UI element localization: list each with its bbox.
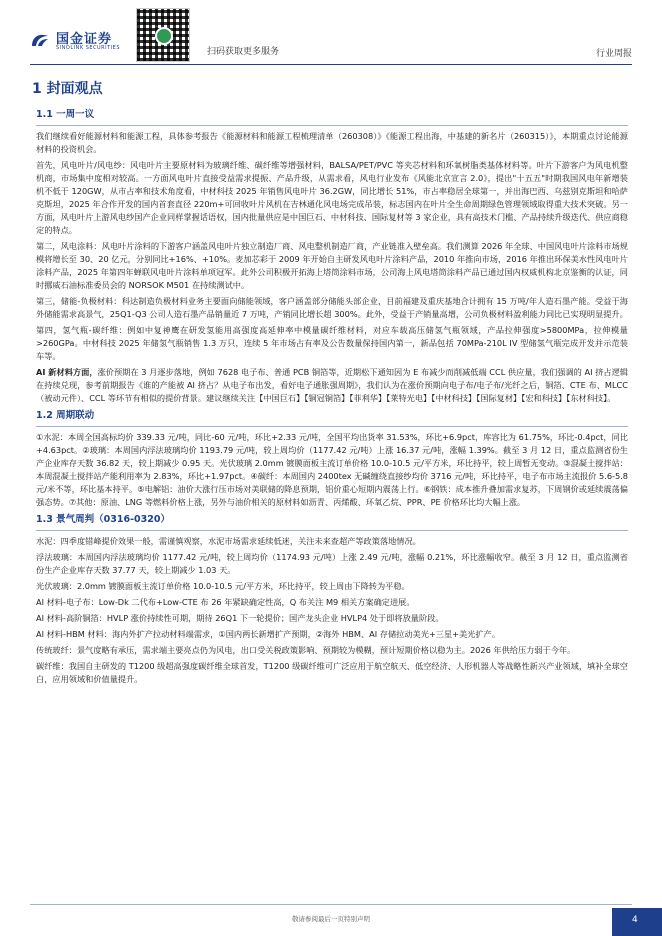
- page-header: [0, 0, 662, 66]
- paragraph: 第二，风电涂料：风电叶片涂料的下游客户涵盖风电叶片独立制造厂商、风电整机制造厂商，产业链准入壁垒高。我们测算 2026 年全球、中国风电叶片涂料市场规模将增长至 30、20 亿元，分别同比+16%、+10%。麦加芯彩于 2009 年开始自主研发风电叶片涂料产品，2010 年推向市场，2016 年推出环保美水性风电叶片涂料产品，2025 年第四年蝉联风电叶片涂料单项冠军。此外公司积极开拓海上塔筒涂料市场，公司海上风电塔筒涂料产品已通过国内权威机构北京鉴衡的认证，同时挪威石油标准委员会的 NORSOK M501 在持续测试中。: [36, 241, 628, 290]
- footer-disclaimer[interactable]: 敬请参阅最后一页特别声明: [292, 915, 370, 923]
- sinolink-logo-icon: [30, 32, 50, 48]
- footer-divider: [30, 904, 632, 905]
- paragraph: AI 材料-高阶铜箔：HVLP 涨价持续性可期，期待 26Q1 下一轮提价；国产龙头企业 HVLP4 处于即将放量阶段。: [36, 613, 444, 623]
- page-number: 4: [632, 915, 638, 925]
- paragraph: 我们继续看好能源材料和能源工程，具体参考报告《能源材料和能源工程梳理清单（260308）》《能源工程出海，中基建的新名片（260315）》，本期重点讨论能源材料的投资机会。: [36, 131, 628, 154]
- subsection-title-weekly-topic: 1.1 一周一议: [36, 109, 95, 120]
- paragraph-lead: AI 新材料方面，: [36, 367, 98, 377]
- paragraph: 传统玻纤：景气度略有承压，需求端主要亮点仍为风电，出口受关税政策影响、预期较为模糊，预计短期价格以稳为主。2026 年供给压力弱于今年。: [36, 645, 576, 655]
- brand-name-cn: 国金证券: [56, 32, 113, 47]
- paragraph: 第四，氢气瓶-碳纤维：例如中复神鹰在研发氢能用高强度高延伸率中模量碳纤维材料，对应车载高压储氢气瓶领域，产品拉伸强度>5800MPa，拉伸模量>260GPa。中材科技 2025 年储氢气瓶销售 1.3 万只，连续 5 年市场占有率及公告数量保持国内第一，新品包括 70MPa-210L IV 型储氢气瓶完成开发并示范装车等。: [36, 325, 628, 361]
- scan-prompt: 扫码获取更多服务: [207, 47, 280, 57]
- paragraph: 光伏玻璃：2.0mm 镀膜面板主流订单价格 10.0-10.5 元/平方米，环比持平，较上周由下降转为平稳。: [36, 581, 410, 591]
- paragraph: AI 材料-HBM 材料：海内外扩产拉动材料端需求，①国内两长新增扩产预期，②海外 HBM、AI 存储拉动美光+三星+美光扩产。: [36, 629, 500, 639]
- header-divider: [30, 64, 632, 65]
- section-title: 1 封面观点: [32, 81, 103, 97]
- subsection-divider: [36, 530, 628, 531]
- paragraph: 第三，储能-负极材料：科达制造负极材料业务主要面向储能领域，客户涵盖部分储能头部企业，目前福建及重庆基地合计拥有 15 万吨/年人造石墨产能。受益于海外储能需求高景气，25Q1-Q3 公司人造石墨产品销量近 7 万吨，产销同比增长超 300%。此外，受益于产销量高增，公司负极材料盈利能力同比已实现明显提升。: [36, 296, 628, 319]
- paragraph: 浮法玻璃：本周国内浮法玻璃均价 1177.42 元/吨，较上周均价（1174.93 元/吨）上涨 2.49 元/吨，涨幅 0.21%，环比涨幅收窄。截至 3 月 12 日，重点监测省份生产企业库存天数 37.77 天，较上期减少 1.03 天。: [36, 552, 628, 575]
- paragraph: 首先，风电叶片/风电纱：风电叶片主要原材料为玻璃纤维、碳纤维等增强材料，BALSA/PET/PVC 等夹芯材料和环氧树脂类基体材料等。叶片下游客户为风电机整机商，市场集中度相对较高。一方面风电叶片直接受益需求提振、产品升级，从需求看，风电行业发布《风能北京宣言 2.0》，提出"十五五"时期我国风电年新增装机不低于 120GW，从市占率和技术角度看，中材科技 2025 年销售风电叶片 36.2GW，同比增长 51%，市占率稳居全球第一，并出海巴西、乌兹别克斯坦和哈萨克斯坦，2025 年合作开发的国内首套直径 220m+可回收叶片风机在吉林通化风电场完成吊装，标志国内在叶片全生命周期绿色管理领域取得重大技术突破。另一方面，风电叶片上游风电纱国产企业同样掌握话语权，国内批量供应是中国巨石、中材科技、国际复材等 3 家企业，具有高技术门槛、产品持续升级迭代、供应商稳定的特点。: [36, 160, 628, 235]
- subsection-divider: [36, 426, 628, 427]
- paragraph: 碳纤维：我国自主研发的 T1200 级超高强度碳纤维全球首发，T1200 级碳纤维可广泛应用于航空航天、低空经济、人形机器人等战略性新兴产业领域，填补全球空白，应用领域和价值量提升。: [36, 661, 628, 684]
- subsection-title-sentiment: 1.3 景气周判（0316-0320）: [36, 514, 170, 525]
- brand-name-en: SINOLINK SECURITIES: [56, 45, 120, 51]
- subsection-title-cycle-linkage: 1.2 周期联动: [36, 410, 95, 421]
- paragraph: ①水泥：本周全国高标均价 339.33 元/吨，同比-60 元/吨，环比+2.33 元/吨，全国平均出货率 31.53%，环比+6.9pct，库容比为 61.75%，环比-0.4pct，同比+4.63pct。②玻璃：本周国内浮法玻璃均价 1193.79 元/吨，较上周均价（1177.42 元/吨）上涨 16.37 元/吨，涨幅 1.39%。截至 3 月 12 日，重点监测省份生产企业库存天数 36.82 天，较上期减少 0.95 天。光伏玻璃 2.0mm 镀膜面板主流订单价格 10.0-10.5 元/平方米，环比持平，较上周暂无变动。③混凝土搅拌站：本周混凝土搅拌站产能利用率为 2.83%，环比+1.97pct。④碳纤：本周国内 2400tex 无碱缠绕直接纱均价 3716 元/吨，环比持平，电子布市场主流报价 5.6-5.8 元/米不等，环比基本持平。⑤电解铝：油价大涨行压市场对美联储的降息预期，铝价重心短期内震荡上行。⑥钢铁：成本推升叠加需求复苏，下周钢价或延续震荡偏强态势。⑦其他：原油、LNG 等燃料价格上涨，另外与油价相关的原材料如沥青、丙烯酸、环氧乙烷、PPR、PE 价格环比均大幅上涨。: [36, 432, 628, 507]
- paragraph: AI 材料-电子布：Low-Dk 二代布+Low-CTE 布 26 年紧缺确定性高，Q 布关注 M9 相关方案确定进展。: [36, 597, 415, 607]
- paragraph: 水泥：四季度错峰提价效果一般，需谨慎观察，水泥市场需求延续低迷，关注未来查超产等政策落地情况。: [36, 536, 421, 546]
- report-type-label: 行业周报: [595, 49, 632, 59]
- paragraph-body: 涨价预期在 3 月逐步落地，例如 7628 电子布、普通 PCB 铜箔等，近期松下通知因为 E 布减少而削减低端 CCL 供应量，我们强调的 AI 挤占逻辑在持续兑现，参考前期报告《谁的产能被 AI 挤占？从电子布出发，看好电子通胀强周期》，我们认为在涨价预期向电子布/电子布/光纤之后，铜箔、CTE 布、MLCC（被动元件）、CCL 等环节有相似的提价背景。建议继续关注【中国巨石】【铜冠铜箔】【菲利华】【莱特光电】【中材科技】【国际复材】【宏和科技】【东材科技】。: [36, 367, 629, 403]
- paragraph: [36, 366, 628, 405]
- main-content: [32, 78, 629, 689]
- subsection-divider: [36, 125, 628, 126]
- qr-badge-icon: [155, 27, 173, 45]
